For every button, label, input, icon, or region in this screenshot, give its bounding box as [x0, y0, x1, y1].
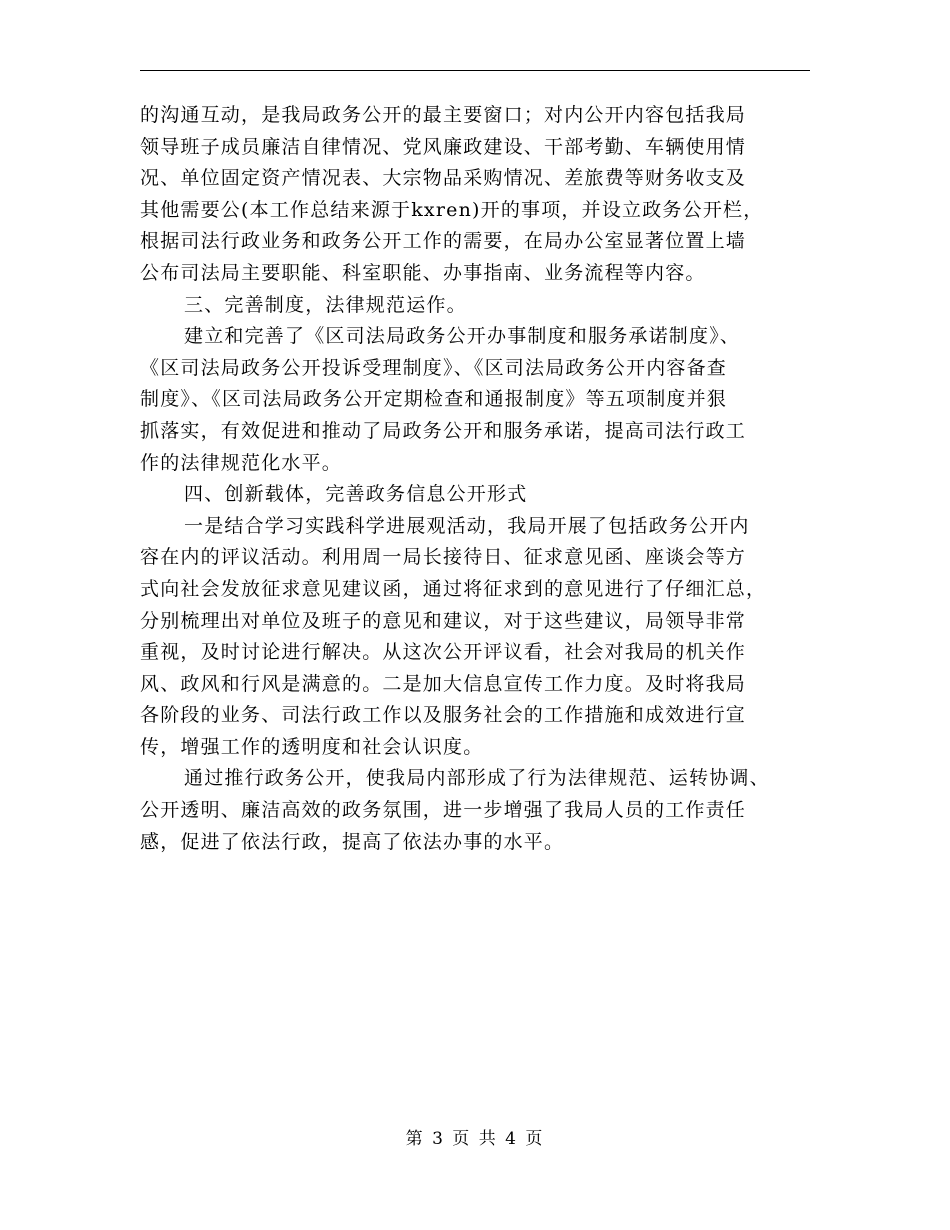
text-line: 传，增强工作的透明度和社会认识度。: [140, 735, 484, 758]
header-rule: [140, 70, 810, 71]
text-line: 分别梳理出对单位及班子的意见和建议，对于这些建议，局领导非常: [140, 609, 747, 632]
section-heading: 四、创新载体，完善政务信息公开形式: [184, 483, 528, 506]
section-heading: 三、完善制度，法律规范运作。: [184, 293, 467, 316]
text-line: 其他需要公(本工作总结来源于kxren)开的事项，并设立政务公开栏，: [140, 198, 764, 221]
text-line: 重视，及时讨论进行解决。从这次公开评议看，社会对我局的机关作: [140, 641, 747, 664]
text-line: 式向社会发放征求意见建议函，通过将征求到的意见进行了仔细汇总，: [140, 577, 767, 600]
document-body: [140, 100, 810, 858]
text-line: 风、政风和行风是满意的。二是加大信息宣传工作力度。及时将我局: [140, 672, 747, 695]
text-line: 作的法律规范化水平。: [140, 451, 343, 474]
page-number: 第 3 页 共 4 页: [405, 1129, 545, 1149]
text-line: 公开透明、廉洁高效的政务氛围，进一步增强了我局人员的工作责任: [140, 799, 747, 822]
text-line: 领导班子成员廉洁自律情况、党风廉政建设、干部考勤、车辆使用情: [140, 135, 747, 158]
text-line: 通过推行政务公开，使我局内部形成了行为法律规范、运转协调、: [184, 767, 770, 790]
text-line: 建立和完善了《区司法局政务公开办事制度和服务承诺制度》、: [184, 325, 741, 348]
text-line: 各阶段的业务、司法行政工作以及服务社会的工作措施和成效进行宣: [140, 704, 747, 727]
text-line: 抓落实，有效促进和推动了局政务公开和服务承诺，提高司法行政工: [140, 419, 747, 442]
text-line: 的沟通互动，是我局政务公开的最主要窗口；对内公开内容包括我局: [140, 104, 747, 126]
text-line: 制度》、《区司法局政务公开定期检查和通报制度》等五项制度并狠: [140, 388, 728, 411]
text-line: 公布司法局主要职能、科室职能、办事指南、业务流程等内容。: [140, 261, 706, 284]
text-line: 容在内的评议活动。利用周一局长接待日、征求意见函、座谈会等方: [140, 546, 747, 569]
text-line: 一是结合学习实践科学进展观活动，我局开展了包括政务公开内: [184, 514, 750, 537]
text-line: 感，促进了依法行政，提高了依法办事的水平。: [140, 830, 565, 853]
text-line: 根据司法行政业务和政务公开工作的需要，在局办公室显著位置上墙: [140, 230, 747, 253]
text-line: 况、单位固定资产情况表、大宗物品采购情况、差旅费等财务收支及: [140, 167, 747, 190]
text-line: 《区司法局政务公开投诉受理制度》、《区司法局政务公开内容备查: [140, 356, 728, 379]
